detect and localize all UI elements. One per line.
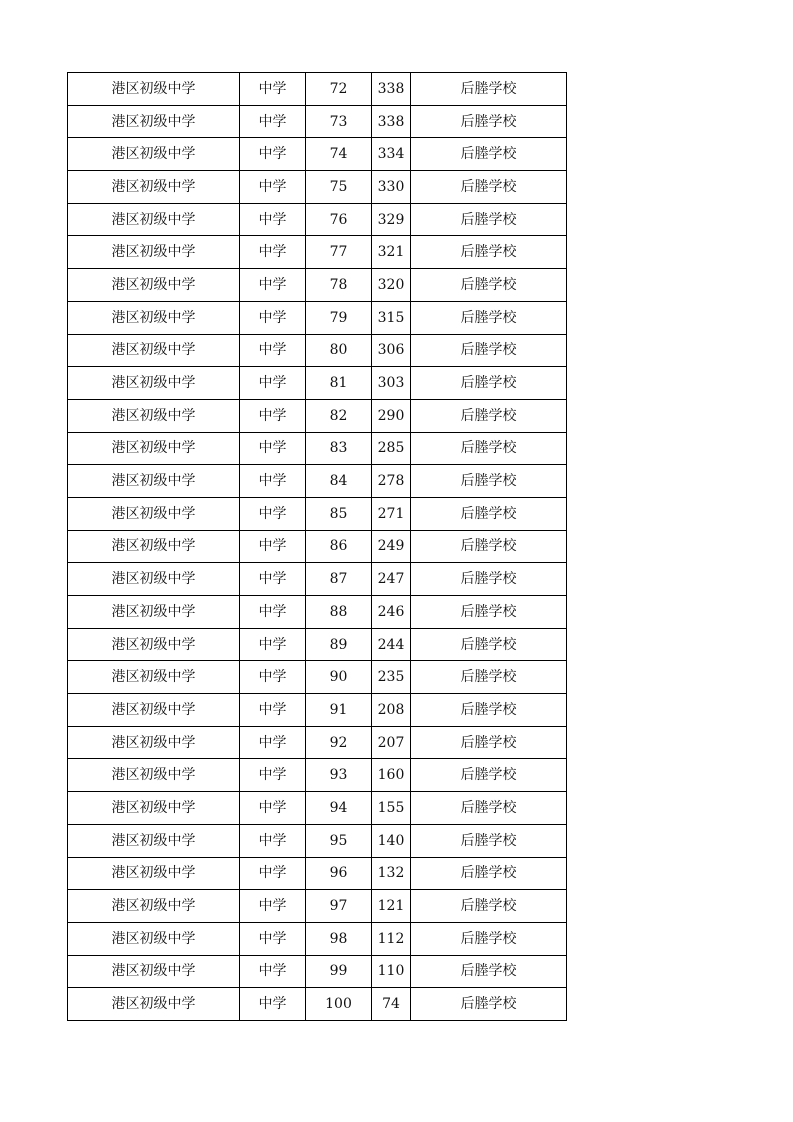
school-name-cell: 港区初级中学 xyxy=(68,596,240,629)
table-row xyxy=(68,824,567,857)
table-row xyxy=(68,922,567,955)
school-type-cell: 中学 xyxy=(240,105,306,138)
score-cell: 338 xyxy=(372,105,411,138)
school-type-cell: 中学 xyxy=(240,334,306,367)
table-row xyxy=(68,73,567,106)
school-name-cell: 港区初级中学 xyxy=(68,792,240,825)
score-cell: 160 xyxy=(372,759,411,792)
school-name-cell: 港区初级中学 xyxy=(68,726,240,759)
rank-cell: 75 xyxy=(306,171,372,204)
score-cell: 110 xyxy=(372,955,411,988)
table-row xyxy=(68,105,567,138)
school-type-cell: 中学 xyxy=(240,596,306,629)
assigned-school-cell: 后塍学校 xyxy=(411,661,567,694)
score-cell: 303 xyxy=(372,367,411,400)
score-cell: 74 xyxy=(372,988,411,1021)
school-type-cell: 中学 xyxy=(240,988,306,1021)
school-name-cell: 港区初级中学 xyxy=(68,236,240,269)
assigned-school-cell: 后塍学校 xyxy=(411,465,567,498)
table-row xyxy=(68,171,567,204)
rank-cell: 76 xyxy=(306,203,372,236)
school-type-cell: 中学 xyxy=(240,792,306,825)
rank-cell: 99 xyxy=(306,955,372,988)
assigned-school-cell: 后塍学校 xyxy=(411,269,567,302)
table-row xyxy=(68,399,567,432)
rank-cell: 77 xyxy=(306,236,372,269)
assigned-school-cell: 后塍学校 xyxy=(411,792,567,825)
rank-cell: 80 xyxy=(306,334,372,367)
school-type-cell: 中学 xyxy=(240,922,306,955)
rank-cell: 87 xyxy=(306,563,372,596)
school-name-cell: 港区初级中学 xyxy=(68,890,240,923)
assigned-school-cell: 后塍学校 xyxy=(411,171,567,204)
assigned-school-cell: 后塍学校 xyxy=(411,563,567,596)
assigned-school-cell: 后塍学校 xyxy=(411,857,567,890)
rank-cell: 93 xyxy=(306,759,372,792)
score-cell: 285 xyxy=(372,432,411,465)
school-name-cell: 港区初级中学 xyxy=(68,497,240,530)
score-cell: 112 xyxy=(372,922,411,955)
rank-cell: 73 xyxy=(306,105,372,138)
school-type-cell: 中学 xyxy=(240,661,306,694)
rank-cell: 97 xyxy=(306,890,372,923)
score-cell: 140 xyxy=(372,824,411,857)
table-row xyxy=(68,138,567,171)
table-body xyxy=(68,73,567,1021)
school-name-cell: 港区初级中学 xyxy=(68,759,240,792)
school-type-cell: 中学 xyxy=(240,301,306,334)
rank-cell: 88 xyxy=(306,596,372,629)
rank-cell: 89 xyxy=(306,628,372,661)
table-row xyxy=(68,759,567,792)
rank-cell: 92 xyxy=(306,726,372,759)
table-row xyxy=(68,890,567,923)
school-type-cell: 中学 xyxy=(240,367,306,400)
table-row xyxy=(68,497,567,530)
school-type-cell: 中学 xyxy=(240,628,306,661)
assigned-school-cell: 后塍学校 xyxy=(411,105,567,138)
school-name-cell: 港区初级中学 xyxy=(68,367,240,400)
assigned-school-cell: 后塍学校 xyxy=(411,922,567,955)
school-name-cell: 港区初级中学 xyxy=(68,563,240,596)
assigned-school-cell: 后塍学校 xyxy=(411,530,567,563)
table-row xyxy=(68,563,567,596)
assigned-school-cell: 后塍学校 xyxy=(411,138,567,171)
data-table xyxy=(67,72,567,1021)
school-name-cell: 港区初级中学 xyxy=(68,694,240,727)
school-name-cell: 港区初级中学 xyxy=(68,824,240,857)
assigned-school-cell: 后塍学校 xyxy=(411,399,567,432)
school-type-cell: 中学 xyxy=(240,563,306,596)
school-type-cell: 中学 xyxy=(240,530,306,563)
school-name-cell: 港区初级中学 xyxy=(68,399,240,432)
school-name-cell: 港区初级中学 xyxy=(68,465,240,498)
assigned-school-cell: 后塍学校 xyxy=(411,596,567,629)
rank-cell: 85 xyxy=(306,497,372,530)
score-cell: 155 xyxy=(372,792,411,825)
school-name-cell: 港区初级中学 xyxy=(68,269,240,302)
assigned-school-cell: 后塍学校 xyxy=(411,203,567,236)
table-row xyxy=(68,236,567,269)
score-cell: 208 xyxy=(372,694,411,727)
table-row xyxy=(68,628,567,661)
school-name-cell: 港区初级中学 xyxy=(68,432,240,465)
rank-cell: 91 xyxy=(306,694,372,727)
score-cell: 315 xyxy=(372,301,411,334)
assigned-school-cell: 后塍学校 xyxy=(411,367,567,400)
assigned-school-cell: 后塍学校 xyxy=(411,334,567,367)
score-cell: 244 xyxy=(372,628,411,661)
rank-cell: 82 xyxy=(306,399,372,432)
table-row xyxy=(68,203,567,236)
rank-cell: 94 xyxy=(306,792,372,825)
school-name-cell: 港区初级中学 xyxy=(68,301,240,334)
school-type-cell: 中学 xyxy=(240,694,306,727)
table-row xyxy=(68,955,567,988)
score-cell: 132 xyxy=(372,857,411,890)
table-row xyxy=(68,857,567,890)
school-type-cell: 中学 xyxy=(240,399,306,432)
table-row xyxy=(68,726,567,759)
school-name-cell: 港区初级中学 xyxy=(68,628,240,661)
school-name-cell: 港区初级中学 xyxy=(68,922,240,955)
school-type-cell: 中学 xyxy=(240,203,306,236)
school-name-cell: 港区初级中学 xyxy=(68,988,240,1021)
score-cell: 334 xyxy=(372,138,411,171)
rank-cell: 78 xyxy=(306,269,372,302)
rank-cell: 84 xyxy=(306,465,372,498)
score-cell: 235 xyxy=(372,661,411,694)
table-row xyxy=(68,988,567,1021)
assigned-school-cell: 后塍学校 xyxy=(411,955,567,988)
rank-cell: 95 xyxy=(306,824,372,857)
rank-cell: 74 xyxy=(306,138,372,171)
table-row xyxy=(68,792,567,825)
school-name-cell: 港区初级中学 xyxy=(68,334,240,367)
school-type-cell: 中学 xyxy=(240,759,306,792)
school-name-cell: 港区初级中学 xyxy=(68,105,240,138)
rank-cell: 79 xyxy=(306,301,372,334)
assigned-school-cell: 后塍学校 xyxy=(411,726,567,759)
rank-cell: 100 xyxy=(306,988,372,1021)
school-name-cell: 港区初级中学 xyxy=(68,661,240,694)
school-name-cell: 港区初级中学 xyxy=(68,138,240,171)
score-cell: 247 xyxy=(372,563,411,596)
school-type-cell: 中学 xyxy=(240,824,306,857)
assigned-school-cell: 后塍学校 xyxy=(411,759,567,792)
score-cell: 321 xyxy=(372,236,411,269)
school-type-cell: 中学 xyxy=(240,138,306,171)
score-cell: 246 xyxy=(372,596,411,629)
school-type-cell: 中学 xyxy=(240,726,306,759)
table-row xyxy=(68,334,567,367)
school-name-cell: 港区初级中学 xyxy=(68,857,240,890)
school-type-cell: 中学 xyxy=(240,432,306,465)
rank-cell: 83 xyxy=(306,432,372,465)
rank-cell: 86 xyxy=(306,530,372,563)
table-row xyxy=(68,432,567,465)
assigned-school-cell: 后塍学校 xyxy=(411,432,567,465)
assigned-school-cell: 后塍学校 xyxy=(411,236,567,269)
school-type-cell: 中学 xyxy=(240,465,306,498)
school-type-cell: 中学 xyxy=(240,890,306,923)
school-name-cell: 港区初级中学 xyxy=(68,73,240,106)
rank-cell: 81 xyxy=(306,367,372,400)
score-cell: 271 xyxy=(372,497,411,530)
school-name-cell: 港区初级中学 xyxy=(68,530,240,563)
school-type-cell: 中学 xyxy=(240,171,306,204)
table-row xyxy=(68,269,567,302)
score-cell: 249 xyxy=(372,530,411,563)
table-row xyxy=(68,694,567,727)
school-name-cell: 港区初级中学 xyxy=(68,171,240,204)
school-type-cell: 中学 xyxy=(240,497,306,530)
score-cell: 330 xyxy=(372,171,411,204)
assigned-school-cell: 后塍学校 xyxy=(411,890,567,923)
assigned-school-cell: 后塍学校 xyxy=(411,301,567,334)
score-cell: 290 xyxy=(372,399,411,432)
score-cell: 320 xyxy=(372,269,411,302)
assigned-school-cell: 后塍学校 xyxy=(411,73,567,106)
rank-cell: 98 xyxy=(306,922,372,955)
school-type-cell: 中学 xyxy=(240,857,306,890)
assigned-school-cell: 后塍学校 xyxy=(411,824,567,857)
score-cell: 306 xyxy=(372,334,411,367)
assigned-school-cell: 后塍学校 xyxy=(411,988,567,1021)
rank-cell: 90 xyxy=(306,661,372,694)
score-cell: 329 xyxy=(372,203,411,236)
rank-cell: 72 xyxy=(306,73,372,106)
school-type-cell: 中学 xyxy=(240,236,306,269)
school-type-cell: 中学 xyxy=(240,73,306,106)
score-cell: 278 xyxy=(372,465,411,498)
assigned-school-cell: 后塍学校 xyxy=(411,497,567,530)
table-row xyxy=(68,596,567,629)
assigned-school-cell: 后塍学校 xyxy=(411,628,567,661)
score-cell: 121 xyxy=(372,890,411,923)
table-row xyxy=(68,661,567,694)
table-row xyxy=(68,465,567,498)
table-row xyxy=(68,301,567,334)
rank-cell: 96 xyxy=(306,857,372,890)
score-cell: 338 xyxy=(372,73,411,106)
table-row xyxy=(68,530,567,563)
school-name-cell: 港区初级中学 xyxy=(68,955,240,988)
school-type-cell: 中学 xyxy=(240,955,306,988)
school-name-cell: 港区初级中学 xyxy=(68,203,240,236)
table-row xyxy=(68,367,567,400)
assigned-school-cell: 后塍学校 xyxy=(411,694,567,727)
score-cell: 207 xyxy=(372,726,411,759)
school-type-cell: 中学 xyxy=(240,269,306,302)
